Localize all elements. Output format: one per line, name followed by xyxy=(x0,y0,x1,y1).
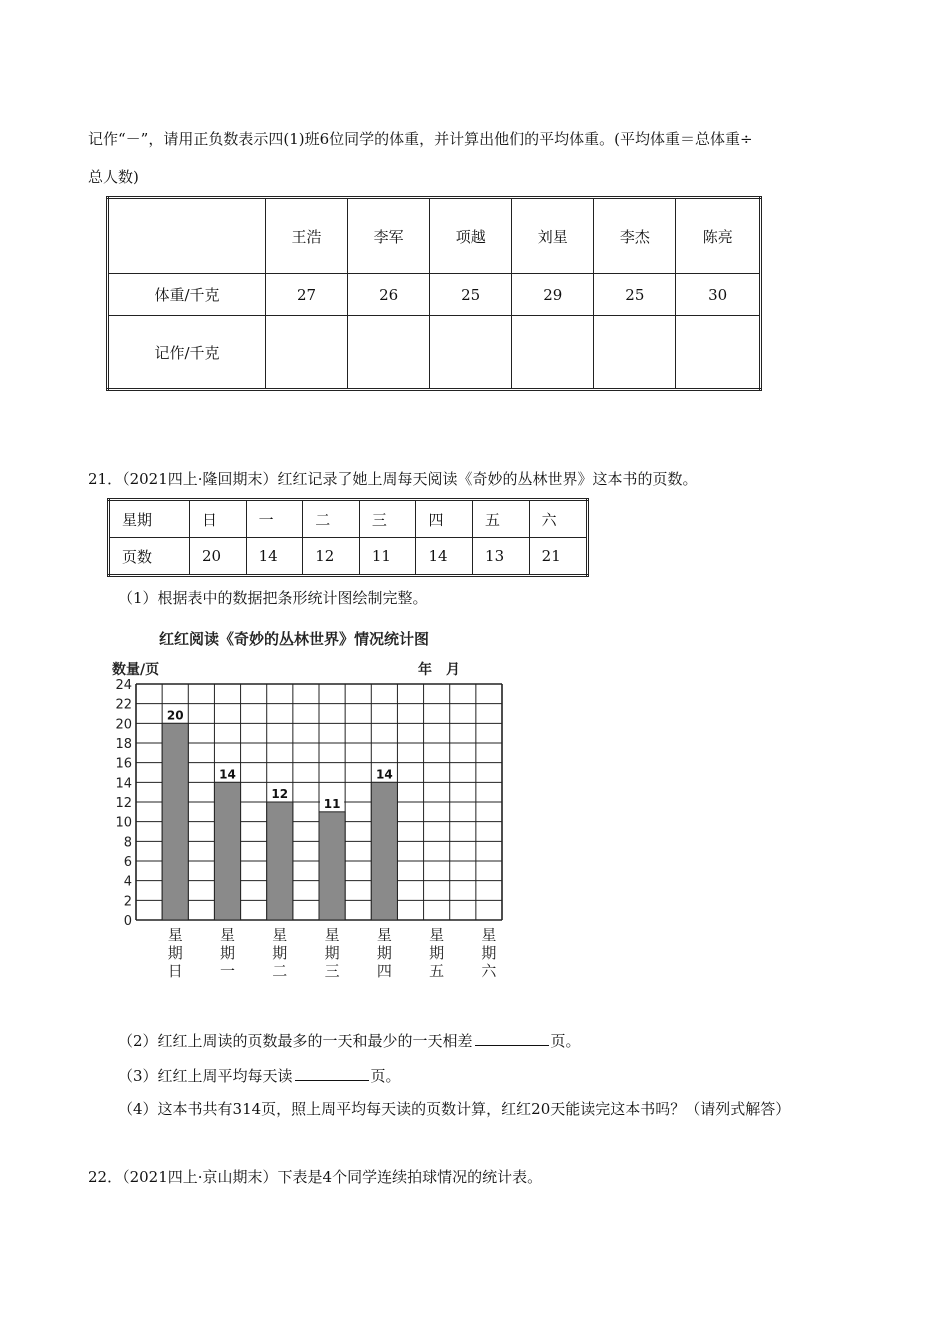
xtick-label: 星 xyxy=(429,926,445,944)
day-cell: 五 xyxy=(473,500,530,538)
day-cell: 三 xyxy=(359,500,416,538)
chart-title: 红红阅读《奇妙的丛林世界》情况统计图 xyxy=(159,630,430,648)
xtick-label: 六 xyxy=(481,962,497,980)
weight-row xyxy=(108,274,761,316)
xtick-label: 星 xyxy=(167,926,183,944)
xtick-label: 四 xyxy=(376,962,392,980)
row-label: 星期 xyxy=(109,500,190,538)
row-label: 记作/千克 xyxy=(108,316,266,390)
ytick-label: 20 xyxy=(115,717,132,733)
table-corner-cell xyxy=(108,198,266,274)
record-answer-cell[interactable] xyxy=(676,316,761,390)
intro-line-1: 记作“－”，请用正负数表示四(1)班6位同学的体重，并计算出他们的平均体重。(平均体重＝总体重÷ xyxy=(88,130,753,148)
q21-sub1: （1）根据表中的数据把条形统计图绘制完整。 xyxy=(118,589,428,607)
name-cell: 陈亮 xyxy=(676,198,761,274)
day-cell: 二 xyxy=(303,500,360,538)
xtick-label: 期 xyxy=(272,944,288,962)
q21-sub3-unit: 页。 xyxy=(370,1067,401,1085)
reading-pages-row xyxy=(109,538,588,576)
q21-sub2 xyxy=(118,1030,581,1051)
bar-label: 14 xyxy=(376,767,393,782)
weight-cell: 30 xyxy=(676,274,761,316)
bar-label: 20 xyxy=(166,708,184,723)
pages-cell: 11 xyxy=(359,538,416,576)
xtick-label: 星 xyxy=(272,926,288,944)
ytick-label: 6 xyxy=(123,855,132,870)
pages-cell: 21 xyxy=(529,538,587,576)
ytick-label: 0 xyxy=(123,914,132,929)
xtick-label: 星 xyxy=(219,926,236,944)
xtick-label: 二 xyxy=(272,962,288,980)
pages-cell: 14 xyxy=(246,538,303,576)
xtick-label: 一 xyxy=(219,962,236,980)
reading-days-row xyxy=(109,500,588,538)
q21-sub2-unit: 页。 xyxy=(550,1032,581,1050)
chart-bar xyxy=(162,723,188,920)
weight-cell: 25 xyxy=(594,274,676,316)
chart-bar xyxy=(267,802,293,920)
reading-table xyxy=(107,498,589,577)
weight-cell: 29 xyxy=(512,274,594,316)
name-cell: 刘星 xyxy=(512,198,594,274)
pages-cell: 12 xyxy=(303,538,360,576)
name-cell: 李军 xyxy=(348,198,430,274)
chart-bar xyxy=(319,812,345,920)
weight-table xyxy=(106,196,762,391)
day-cell: 六 xyxy=(529,500,587,538)
ytick-label: 12 xyxy=(115,796,132,811)
q21-sub3-text: （3）红红上周平均每天读 xyxy=(118,1067,293,1085)
row-label: 页数 xyxy=(109,538,190,576)
name-cell: 李杰 xyxy=(594,198,676,274)
xtick-label: 日 xyxy=(167,962,183,980)
ytick-label: 10 xyxy=(115,815,132,831)
xtick-label: 星 xyxy=(376,926,392,944)
answer-blank[interactable] xyxy=(295,1066,369,1081)
chart-date-label: 年 月 xyxy=(418,662,460,678)
ytick-label: 22 xyxy=(115,697,132,713)
bar-label: 12 xyxy=(271,787,289,801)
ytick-label: 4 xyxy=(123,874,132,890)
chart-bars xyxy=(162,707,397,920)
ytick-label: 14 xyxy=(115,776,132,792)
ytick-label: 2 xyxy=(123,894,132,910)
row-label: 体重/千克 xyxy=(108,274,266,316)
day-cell: 日 xyxy=(190,500,247,538)
xtick-label: 五 xyxy=(429,962,445,980)
record-row xyxy=(108,316,761,390)
chart-bar xyxy=(371,782,397,920)
chart-xlabels xyxy=(168,926,498,980)
xtick-label: 期 xyxy=(481,944,497,962)
xtick-label: 期 xyxy=(167,944,183,962)
record-answer-cell[interactable] xyxy=(430,316,512,390)
q21-sub2-text: （2）红红上周读的页数最多的一天和最少的一天相差 xyxy=(118,1032,473,1050)
reading-bar-chart xyxy=(100,620,520,990)
ytick-label: 24 xyxy=(115,678,132,693)
q21-header: 21．（2021四上·隆回期末）红红记录了她上周每天阅读《奇妙的丛林世界》这本书的页数。 xyxy=(88,470,698,488)
bar-label: 11 xyxy=(323,796,341,811)
record-answer-cell[interactable] xyxy=(266,316,348,390)
q22-header: 22．（2021四上·京山期末）下表是4个同学连续拍球情况的统计表。 xyxy=(88,1168,543,1186)
bar-label: 14 xyxy=(219,767,236,782)
xtick-label: 星 xyxy=(481,926,497,944)
xtick-label: 期 xyxy=(324,944,340,962)
record-answer-cell[interactable] xyxy=(594,316,676,390)
xtick-label: 期 xyxy=(376,944,392,962)
weight-table-header-row xyxy=(108,198,761,274)
xtick-label: 三 xyxy=(324,962,340,980)
weight-cell: 25 xyxy=(430,274,512,316)
q21-sub3 xyxy=(118,1065,401,1086)
pages-cell: 20 xyxy=(190,538,247,576)
xtick-label: 期 xyxy=(429,944,445,962)
weight-cell: 26 xyxy=(348,274,430,316)
chart-bar xyxy=(214,782,240,920)
intro-line-2: 总人数) xyxy=(88,168,139,186)
ytick-label: 8 xyxy=(123,835,132,851)
chart-yticks xyxy=(115,678,132,929)
chart-ylabel: 数量/页 xyxy=(112,662,160,678)
day-cell: 四 xyxy=(416,500,473,538)
xtick-label: 星 xyxy=(324,926,340,944)
name-cell: 项越 xyxy=(430,198,512,274)
xtick-label: 期 xyxy=(219,944,236,962)
pages-cell: 13 xyxy=(473,538,530,576)
day-cell: 一 xyxy=(246,500,303,538)
ytick-label: 18 xyxy=(115,737,132,752)
weight-cell: 27 xyxy=(266,274,348,316)
ytick-label: 16 xyxy=(115,756,132,772)
record-answer-cell[interactable] xyxy=(348,316,430,390)
q21-sub4: （4）这本书共有314页，照上周平均每天读的页数计算，红红20天能读完这本书吗？（请列式解答） xyxy=(118,1100,791,1118)
record-answer-cell[interactable] xyxy=(512,316,594,390)
name-cell: 王浩 xyxy=(266,198,348,274)
answer-blank[interactable] xyxy=(475,1031,549,1046)
pages-cell: 14 xyxy=(416,538,473,576)
